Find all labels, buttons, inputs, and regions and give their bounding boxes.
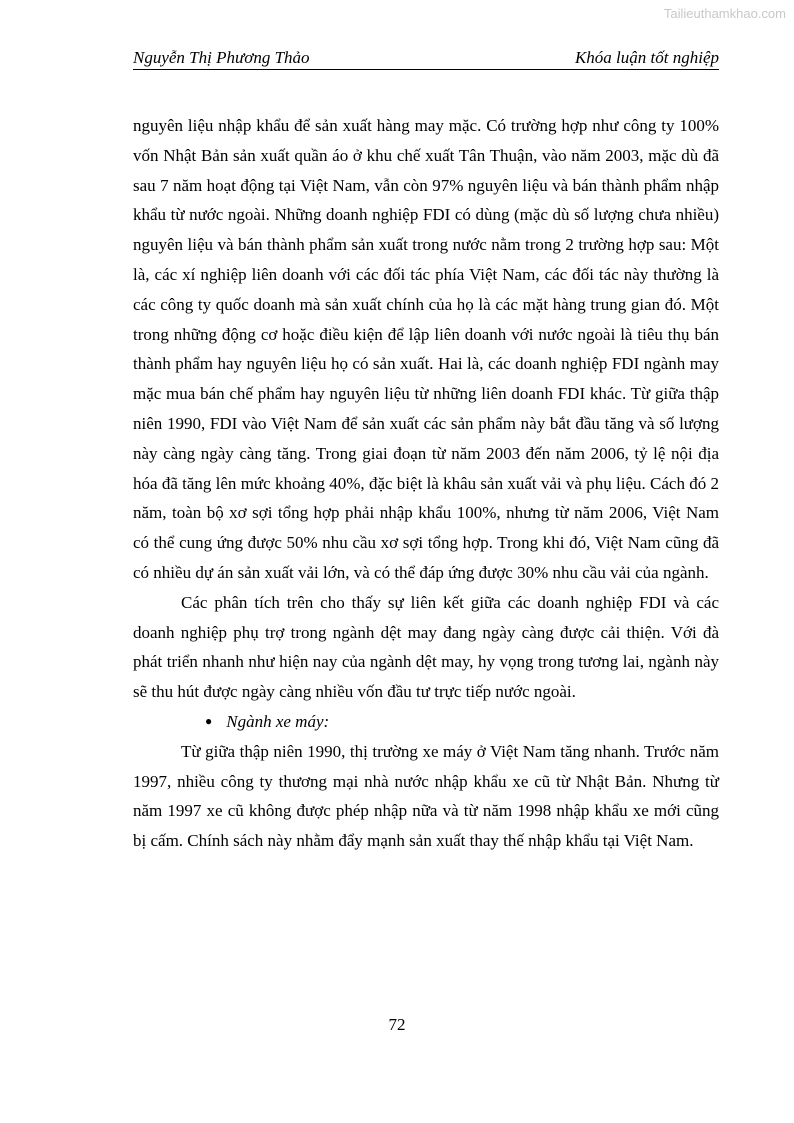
header-author: Nguyễn Thị Phương Thảo [133, 48, 310, 67]
bullet-item [133, 707, 719, 737]
page-number: 72 [388, 1015, 406, 1034]
paragraph: nguyên liệu nhập khẩu để sản xuất hàng may mặc. Có trường hợp như công ty 100% vốn Nhật Bản sản xuất quần áo ở khu chế xuất Tân Thuận, vào năm 2003, mặc dù đã sau 7 năm hoạt động tại Việt Nam, vẫn còn 97% nguyên liệu và bán thành phẩm nhập khẩu từ nước ngoài. Những doanh nghiệp FDI có dùng (mặc dù số lượng chưa nhiều) nguyên liệu và bán thành phẩm sản xuất trong nước nằm trong 2 trường hợp sau: Một là, các xí nghiệp liên doanh với các đối tác phía Việt Nam, các đối tác này thường là các công ty quốc doanh mà sản xuất chính của họ là các mặt hàng trung gian đó. Một trong những động cơ hoặc điều kiện để lập liên doanh với nước ngoài là tiêu thụ bán thành phẩm hay nguyên liệu họ có sản xuất. Hai là, các doanh nghiệp FDI ngành may mặc mua bán chế phẩm hay nguyên liệu từ những liên doanh FDI khác. Từ giữa thập niên 1990, FDI vào Việt Nam để sản xuất các sản phẩm này bắt đầu tăng và số lượng này càng ngày càng tăng. Trong giai đoạn từ năm 2003 đến năm 2006, tỷ lệ nội địa hóa đã tăng lên mức khoảng 40%, đặc biệt là khâu sản xuất vải và phụ liệu. Cách đó 2 năm, toàn bộ xơ sợi tổng hợp phải nhập khẩu 100%, nhưng từ năm 2006, Việt Nam có thể cung ứng được 50% nhu cầu xơ sợi tổng hợp. Trong khi đó, Việt Nam cũng đã có nhiều dự án sản xuất vải lớn, và có thể đáp ứng được 30% nhu cầu vải của ngành. [133, 116, 719, 582]
paragraph: Từ giữa thập niên 1990, thị trường xe máy ở Việt Nam tăng nhanh. Trước năm 1997, nhiều công ty thương mại nhà nước nhập khẩu xe cũ từ Nhật Bản. Nhưng từ năm 1997 xe cũ không được phép nhập nữa và từ năm 1998 nhập khẩu xe mới cũng bị cấm. Chính sách này nhằm đẩy mạnh sản xuất thay thế nhập khẩu tại Việt Nam. [133, 741, 719, 851]
paragraph: Các phân tích trên cho thấy sự liên kết giữa các doanh nghiệp FDI và các doanh nghiệp phụ trợ trong ngành dệt may đang ngày càng được cải thiện. Với đà phát triển nhanh như hiện nay của ngành dệt may, hy vọng trong tương lai, ngành này sẽ thu hút được ngày càng nhiều vốn đầu tư trực tiếp nước ngoài. [133, 592, 719, 702]
header-doc-type: Khóa luận tốt nghiệp [574, 48, 719, 67]
bullet-text: Ngành xe máy: [226, 711, 330, 731]
bullet-icon: ● [205, 713, 213, 728]
page-header [133, 48, 719, 70]
page-body [133, 111, 719, 856]
watermark: Tailieuthamkhao.com [663, 6, 786, 21]
